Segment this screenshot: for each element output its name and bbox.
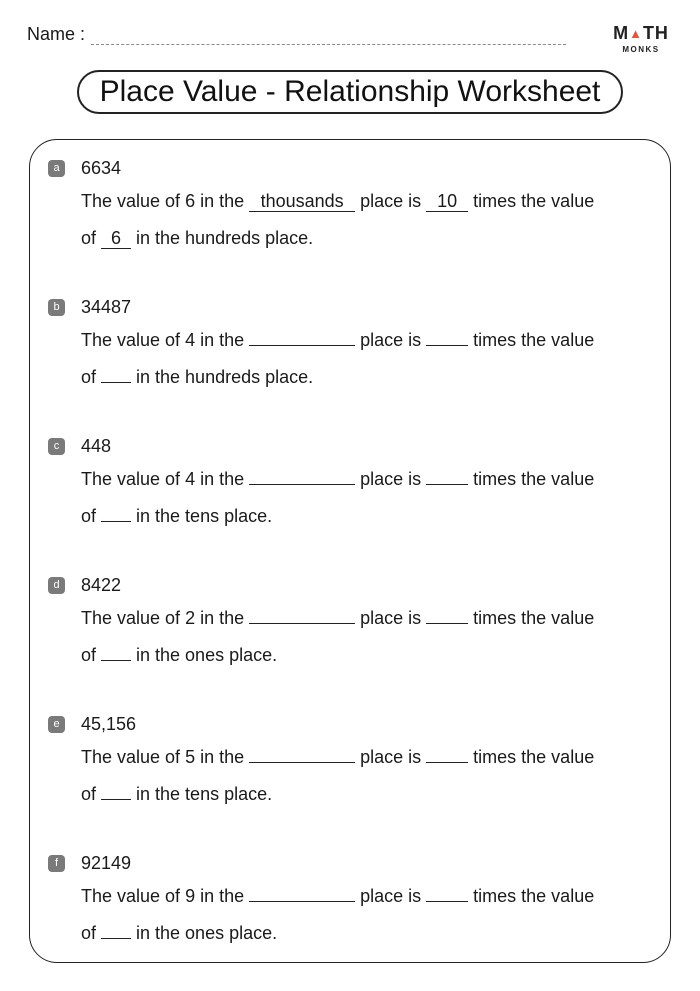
problem-letter-badge: f [48, 855, 65, 872]
place-blank[interactable] [249, 901, 355, 902]
problem-number: 45,156 [81, 714, 137, 734]
math-monks-logo [606, 24, 676, 55]
sentence-line-1: The value of 6 in the thousands place is 10 times the value [81, 191, 595, 211]
problem-letter-badge: b [48, 299, 65, 316]
times-blank[interactable] [426, 623, 468, 624]
worksheet-title: Place Value - Relationship Worksheet [77, 70, 623, 114]
problem-number: 34487 [81, 297, 132, 317]
problems-panel [29, 139, 671, 963]
name-row [27, 24, 566, 45]
name-label: Name : [27, 24, 86, 44]
sentence-line-2: of in the tens place. [81, 784, 273, 804]
problem-letter-badge: a [48, 160, 65, 177]
sentence-line-1: The value of 4 in the place is times the value [81, 469, 595, 489]
sentence-line-2: of in the ones place. [81, 923, 278, 943]
digit-blank[interactable]: 6 [101, 228, 131, 249]
place-blank[interactable] [249, 623, 355, 624]
digit-blank[interactable] [101, 660, 131, 661]
logo-wordmark: M▲TH [613, 23, 669, 43]
logo-subtitle: MONKS [622, 45, 660, 54]
sentence-line-1: The value of 2 in the place is times the value [81, 608, 595, 628]
digit-blank[interactable] [101, 521, 131, 522]
triangle-icon: ▲ [629, 26, 643, 41]
times-blank[interactable]: 10 [426, 191, 468, 212]
sentence-line-1: The value of 5 in the place is times the value [81, 747, 595, 767]
problem-number: 92149 [81, 853, 132, 873]
place-blank[interactable]: thousands [249, 191, 355, 212]
digit-blank[interactable] [101, 382, 131, 383]
digit-blank[interactable] [101, 799, 131, 800]
sentence-line-1: The value of 4 in the place is times the value [81, 330, 595, 350]
times-blank[interactable] [426, 484, 468, 485]
sentence-line-2: of in the hundreds place. [81, 367, 314, 387]
times-blank[interactable] [426, 345, 468, 346]
place-blank[interactable] [249, 345, 355, 346]
sentence-line-1: The value of 9 in the place is times the value [81, 886, 595, 906]
problem-letter-badge: e [48, 716, 65, 733]
sentence-line-2: of 6 in the hundreds place. [81, 228, 314, 248]
problem-number: 8422 [81, 575, 122, 595]
problem-number: 6634 [81, 158, 122, 178]
place-blank[interactable] [249, 484, 355, 485]
problem-letter-badge: c [48, 438, 65, 455]
problem-number: 448 [81, 436, 112, 456]
digit-blank[interactable] [101, 938, 131, 939]
times-blank[interactable] [426, 901, 468, 902]
name-field[interactable] [91, 30, 566, 45]
sentence-line-2: of in the tens place. [81, 506, 273, 526]
sentence-line-2: of in the ones place. [81, 645, 278, 665]
times-blank[interactable] [426, 762, 468, 763]
place-blank[interactable] [249, 762, 355, 763]
problem-letter-badge: d [48, 577, 65, 594]
